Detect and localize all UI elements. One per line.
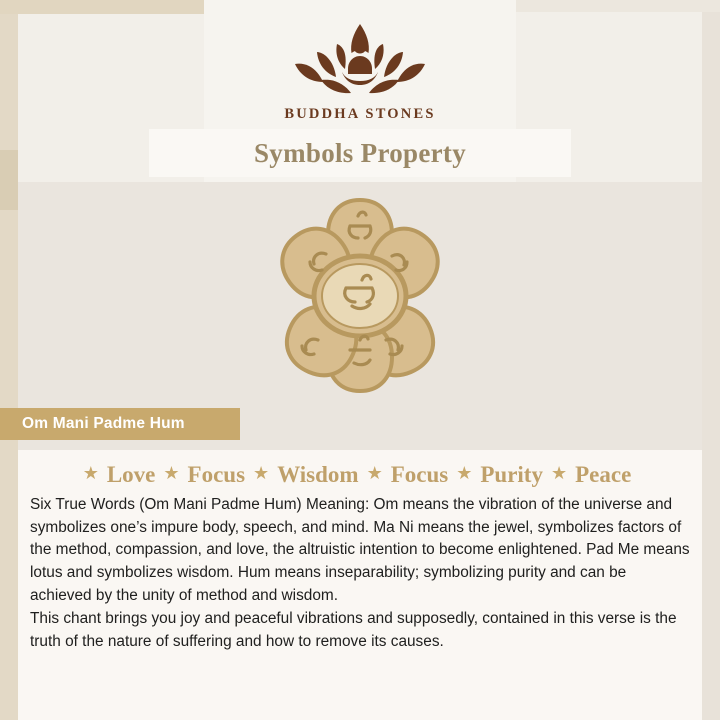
om-mani-tag: [0, 408, 240, 440]
top-right-corner-strip: [516, 0, 720, 12]
lotus-meditation-icon: [287, 20, 433, 100]
star-icon: ★: [550, 463, 568, 483]
om-mani-tag-label: Om Mani Padme Hum: [22, 415, 185, 432]
keyword-wisdom: Wisdom: [277, 462, 359, 487]
keyword-peace: Peace: [575, 462, 632, 487]
star-icon: ★: [456, 463, 473, 483]
paragraph-meaning: Six True Words (Om Mani Padme Hum) Meaning: Om means the vibration of the universe and symbolizes one’s impure body, speech, and mind. Ma Ni means the jewel, symbolizes factors of the method, compassion, and love, the altruistic intention to become enlightened. Pad Me means lotus and symbolizes wisdom. Hum means inseparability; symbolizing purity and can be achieved by the unity of method and wisdom.: [30, 496, 690, 604]
keyword-focus-1: Focus: [187, 462, 246, 487]
page-title: Symbols Property: [253, 137, 467, 168]
keyword-row: [18, 450, 702, 488]
keyword-purity: Purity: [480, 462, 543, 487]
title-bar: [149, 129, 571, 177]
description-text: [18, 488, 702, 653]
star-icon: ★: [366, 463, 383, 483]
brand-logo: [0, 20, 720, 123]
left-notch-accent: [0, 150, 18, 210]
brand-name: BUDDHA STONES: [284, 106, 436, 122]
om-mani-padme-hum-mandala-icon: [234, 188, 486, 408]
top-left-corner-strip: [0, 0, 204, 14]
paragraph-chant: This chant brings you joy and peaceful vibrations and supposedly, contained in this verse is the truth of the nature of suffering and how to remove its causes.: [30, 610, 677, 650]
mandala-illustration: [234, 188, 486, 408]
star-icon: ★: [82, 463, 99, 483]
keyword-love: Love: [106, 462, 156, 487]
keyword-focus-2: Focus: [390, 462, 449, 487]
description-card: [18, 450, 702, 720]
star-icon: ★: [253, 463, 270, 483]
star-icon: ★: [163, 463, 180, 483]
